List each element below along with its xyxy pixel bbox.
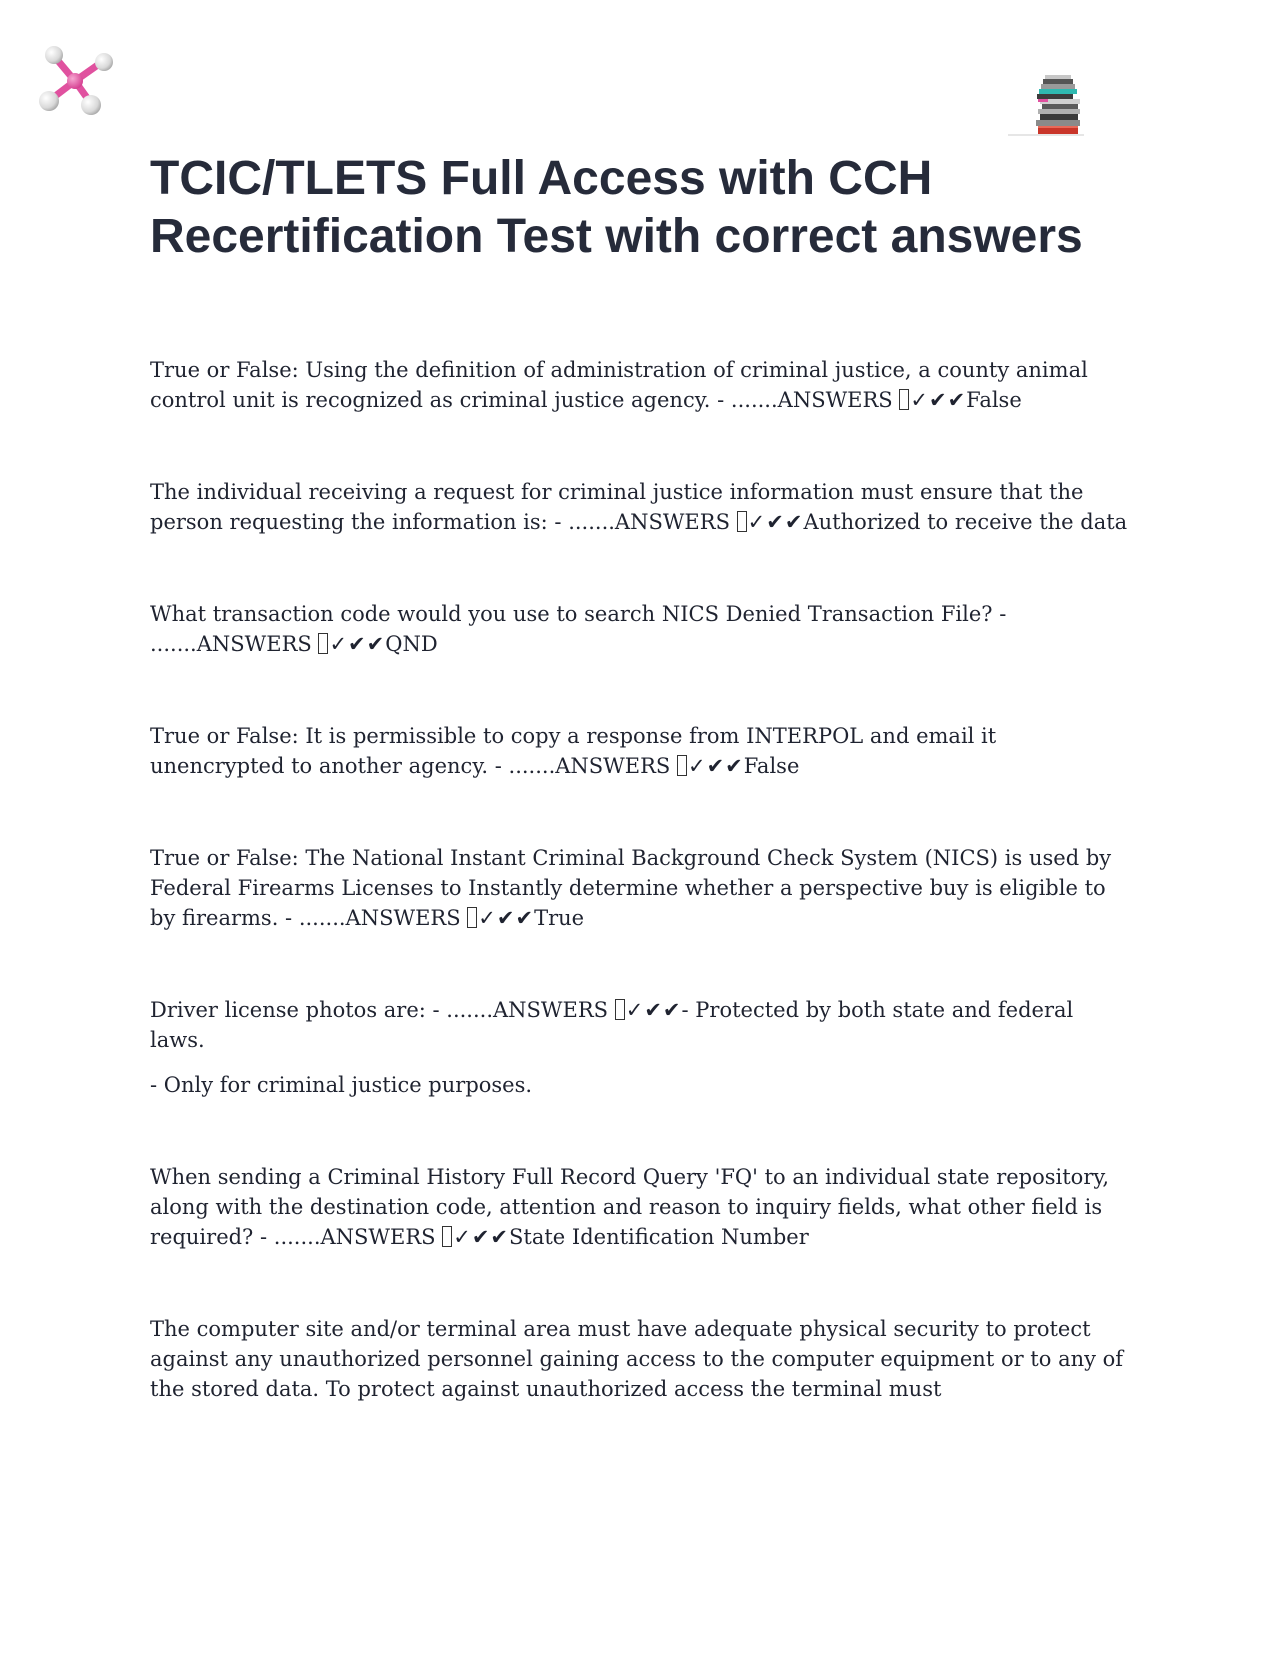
qa-item-5	[150, 843, 1130, 933]
answer-text: QND	[385, 632, 438, 656]
answer-marker: .......ANSWERS	[446, 998, 609, 1022]
molecule-logo-icon	[38, 44, 116, 116]
book-stack-icon	[1004, 72, 1088, 138]
check-marks-icon: ✓✔✔	[453, 1225, 510, 1249]
question-text: What transaction code would you use to search NICS Denied Transaction File? -	[150, 602, 1007, 626]
question-text: The individual receiving a request for criminal justice information must ensure that the person requesting the information is: -	[150, 480, 1084, 534]
check-marks-icon: ✓✔✔	[625, 998, 682, 1022]
missing-glyph-icon	[442, 1226, 452, 1247]
answer-extra-text: - Only for criminal justice purposes.	[150, 1073, 533, 1097]
missing-glyph-icon	[467, 907, 477, 928]
answer-text: False	[966, 388, 1022, 412]
missing-glyph-icon	[737, 511, 747, 532]
question-text: When sending a Criminal History Full Record Query 'FQ' to an individual state repository, along with the destination code, attention and reason to inquiry fields, what other field is required? -	[150, 1165, 1110, 1249]
answer-marker: .......ANSWERS	[273, 1225, 436, 1249]
answer-marker: .......ANSWERS	[730, 388, 893, 412]
check-marks-icon: ✓✔✔	[478, 906, 535, 930]
qa-item-2	[150, 477, 1130, 537]
qa-item-1	[150, 355, 1130, 415]
answer-marker: .......ANSWERS	[298, 906, 461, 930]
check-marks-icon: ✓✔✔	[687, 754, 744, 778]
qa-item-trailing	[150, 1314, 1130, 1404]
check-marks-icon: ✓✔✔	[910, 388, 967, 412]
answer-marker: .......ANSWERS	[568, 510, 730, 534]
answer-text: State Identification Number	[509, 1225, 809, 1249]
answer-text: True	[534, 906, 585, 930]
trailing-text: The computer site and/or terminal area must have adequate physical security to protect against any unauthorized personnel gaining access to the computer equipment or to any of the stored data. To protect against unauthorized access the terminal must	[150, 1317, 1124, 1401]
qa-item-7	[150, 1162, 1130, 1252]
answer-text: False	[743, 754, 800, 778]
answer-marker: .......ANSWERS	[150, 632, 312, 656]
document-title: TCIC/TLETS Full Access with CCH Recertification Test with correct answers	[150, 152, 1083, 263]
qa-item-4	[150, 721, 1130, 781]
qa-item-3	[150, 599, 1130, 659]
missing-glyph-icon	[318, 633, 328, 654]
missing-glyph-icon	[899, 389, 909, 410]
check-marks-icon: ✓✔✔	[329, 632, 386, 656]
answer-text: - Protected by both state and federal laws.	[150, 998, 1074, 1052]
missing-glyph-icon	[677, 755, 687, 776]
check-marks-icon: ✓✔✔	[747, 510, 804, 534]
question-text: True or False: Using the definition of administration of criminal justice, a county animal control unit is recognized as criminal justice agency. -	[150, 358, 1088, 412]
missing-glyph-icon	[615, 999, 625, 1020]
question-text: True or False: It is permissible to copy a response from INTERPOL and email it unencrypted to another agency. -	[150, 724, 997, 778]
question-text: Driver license photos are: -	[150, 998, 447, 1022]
answer-text: Authorized to receive the data	[803, 510, 1128, 534]
qa-item-6	[150, 995, 1130, 1100]
answer-marker: .......ANSWERS	[508, 754, 671, 778]
question-text: True or False: The National Instant Criminal Background Check System (NICS) is used by Federal Firearms Licenses to Instantly determine whether a perspective buy is eligible to by firearms. -	[150, 846, 1112, 930]
qa-list	[150, 355, 1130, 1466]
